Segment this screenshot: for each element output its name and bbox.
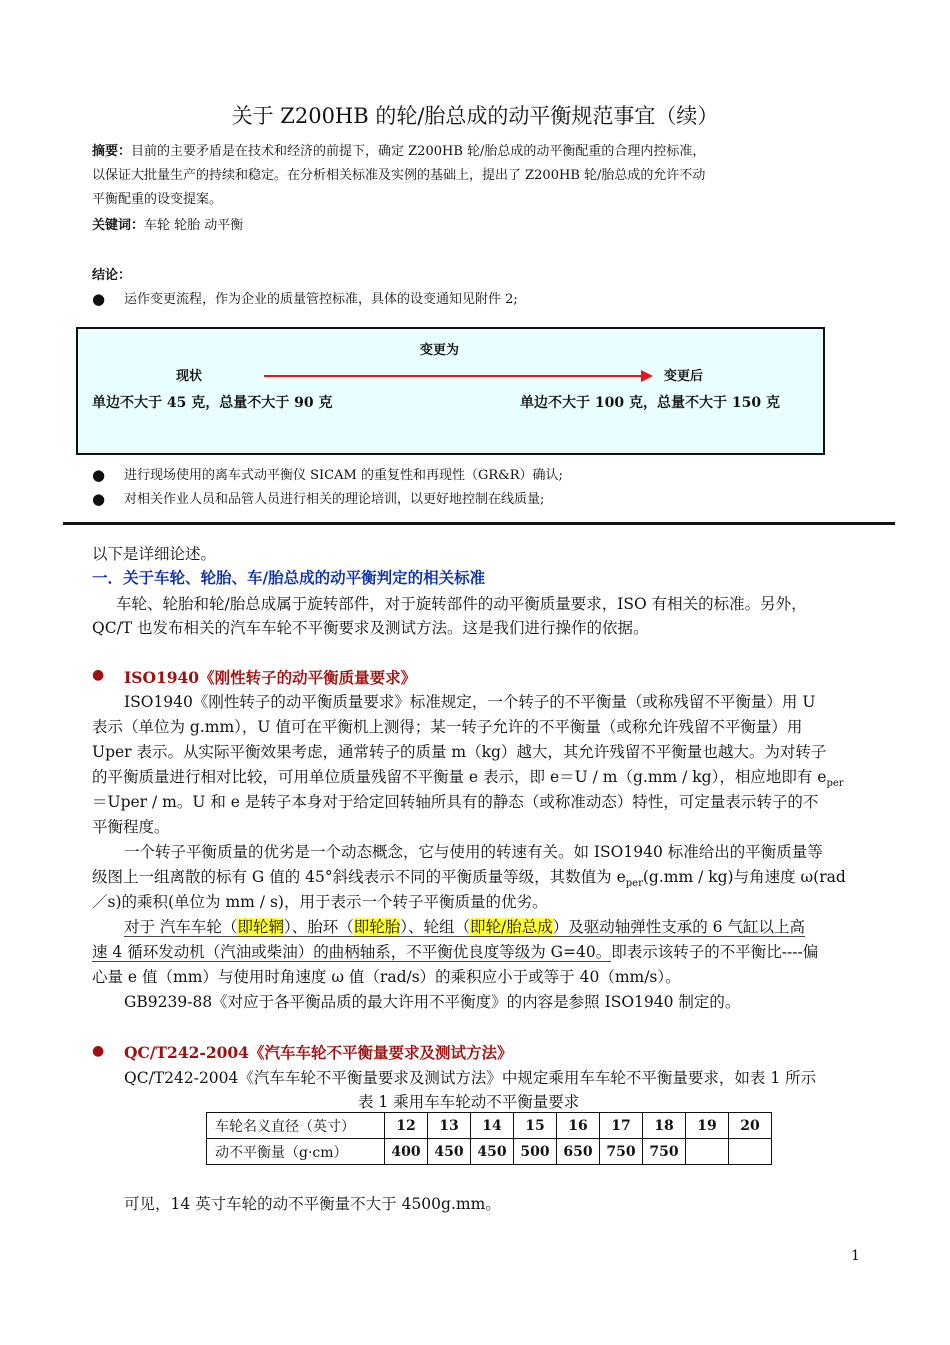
highlight-rim: 即轮辋: [237, 918, 284, 936]
table-caption: 表 1 乘用车车轮动不平衡量要求: [358, 1093, 580, 1111]
abstract-line-2: 以保证大批量生产的持续和稳定。在分析相关标准及实例的基础上，提出了 Z200HB 轮/胎总成的允许不动: [92, 168, 706, 183]
document-title: 关于 Z200HB 的轮/胎总成的动平衡规范事宜（续）: [231, 104, 719, 128]
conclusion-bullet-3: 对相关作业人员和品管人员进行相关的理论培训，以更好地控制在线质量;: [124, 492, 545, 507]
iso-line-11-b: 即表示该转子的不平衡比----偏: [611, 943, 819, 961]
iso-line-2: 表示（单位为 g.mm），U 值可在平衡机上测得；某一转子允许的不平衡量（或称允许残留不平衡量）用: [92, 718, 803, 736]
table-cell: 19: [686, 1113, 729, 1139]
iso-line-4-text: 的平衡质量进行相对比较，可用单位质量残留不平衡量 e 表示，即 e＝U / m（g.mm / kg），相应地即有 e: [92, 768, 827, 786]
iso-line-5: ＝Uper / m。U 和 e 是转子本身对于给定回转轴所具有的静态（或称准动态）特性，可定量表示转子的不: [92, 793, 819, 811]
subscript: per: [625, 878, 643, 890]
keywords-label: 关键词：: [92, 218, 145, 233]
current-label: 现状: [176, 369, 203, 384]
iso-line-8-text: 级图上一组离散的标有 G 值的 45°斜线表示不同的平衡质量等级，其数值为 e: [92, 868, 626, 886]
qct-conclusion: 可见，14 英寸车轮的动不平衡量不大于 4500g.mm。: [124, 1195, 501, 1213]
section1-p1: 车轮、轮胎和轮/胎总成属于旋转部件，对于旋转部件的动平衡质量要求，ISO 有相关的标准。另外，: [116, 595, 807, 613]
bullet-dot: ●: [92, 1043, 105, 1059]
bullet-dot: ●: [92, 290, 106, 308]
iso-line-8: [92, 865, 846, 889]
arrow-head-icon: [641, 370, 653, 382]
table-cell: 750: [643, 1139, 686, 1165]
table-header-diameter: 车轮名义直径（英寸）: [207, 1113, 385, 1139]
iso-line-7: 一个转子平衡质量的优劣是一个动态概念，它与使用的转速有关。如 ISO1940 标准给出的平衡质量等: [124, 843, 823, 861]
iso-line-3: Uper 表示。从实际平衡效果考虑，通常转子的质量 m（kg）越大，其允许残留不平衡量也越大。为对转子: [92, 743, 827, 761]
bullet-dot: ●: [92, 466, 106, 484]
abstract-label: 摘要：: [92, 144, 132, 159]
page-number: 1: [851, 1248, 860, 1264]
table-cell: 450: [471, 1139, 514, 1165]
iso-line-13: GB9239-88《对应于各平衡品质的最大许用不平衡度》的内容是参照 ISO1940 制定的。: [124, 993, 741, 1011]
current-value: 单边不大于 45 克，总量不大于 90 克: [92, 395, 333, 411]
qct-line-1: QC/T242-2004《汽车车轮不平衡量要求及测试方法》中规定乘用车车轮不平衡量要求，如表 1 所示: [124, 1069, 817, 1087]
divider-rule: [63, 522, 895, 525]
table-row: [207, 1113, 772, 1139]
conclusion-label: 结论：: [92, 268, 132, 283]
table-cell: [729, 1139, 772, 1165]
change-box-header: 变更为: [420, 343, 460, 358]
iso-line-11-a: 速 4 循环发动机（汽油或柴油）的曲柄轴系，不平衡优良度等级为 G=40。: [92, 943, 612, 961]
table-cell: 16: [557, 1113, 600, 1139]
bullet-dot: ●: [92, 667, 105, 683]
table-cell: 15: [514, 1113, 557, 1139]
after-value: 单边不大于 100 克，总量不大于 150 克: [520, 395, 780, 411]
abstract-line-1: [92, 140, 705, 164]
iso-line-11: [92, 940, 818, 962]
table-cell: 12: [385, 1113, 428, 1139]
table-cell: 17: [600, 1113, 643, 1139]
table-cell: [686, 1139, 729, 1165]
iso-heading: ISO1940《刚性转子的动平衡质量要求》: [124, 668, 417, 687]
after-label: 变更后: [664, 369, 704, 384]
iso-line-4: [92, 765, 844, 789]
iso-line-10: [124, 915, 805, 937]
conclusion-bullet-2: 进行现场使用的离车式动平衡仪 SICAM 的重复性和再现性（GR&R）确认;: [124, 468, 563, 483]
keywords-line: [92, 214, 243, 238]
table-cell: 20: [729, 1113, 772, 1139]
change-box: [76, 327, 825, 455]
table-cell: 450: [428, 1139, 471, 1165]
qct-heading: QC/T242-2004《汽车车轮不平衡量要求及测试方法》: [124, 1043, 513, 1062]
table-header-unbalance: 动不平衡量（g·cm）: [207, 1139, 385, 1165]
table-cell: 750: [600, 1139, 643, 1165]
iso-line-10-b: ）、胎环（: [283, 918, 354, 936]
section1-heading: 一．关于车轮、轮胎、车/胎总成的动平衡判定的相关标准: [92, 568, 486, 587]
iso-line-8-tail: (g.mm / kg)与角速度 ω(rad: [642, 868, 846, 886]
iso-line-10-d: ）及驱动轴弹性支承的 6 气缸以上高: [552, 918, 805, 936]
table-cell: 400: [385, 1139, 428, 1165]
table-cell: 500: [514, 1139, 557, 1165]
table-cell: 18: [643, 1113, 686, 1139]
conclusion-bullet-1: 运作变更流程，作为企业的质量管控标准，具体的设变通知见附件 2;: [124, 292, 518, 307]
change-arrow-line: [264, 375, 644, 377]
intro-text: 以下是详细论述。: [92, 545, 217, 563]
iso-line-10-a: 对于 汽车车轮（: [124, 918, 238, 936]
abstract-line-3: 平衡配重的设变提案。: [92, 192, 223, 207]
table-cell: 14: [471, 1113, 514, 1139]
table-row: [207, 1139, 772, 1165]
highlight-tire: 即轮胎: [353, 918, 401, 936]
iso-line-9: ／s)的乘积(单位为 mm / s)，用于表示一个转子平衡质量的优劣。: [92, 893, 548, 911]
subscript: per: [826, 778, 844, 790]
bullet-dot: ●: [92, 490, 106, 508]
iso-line-1: ISO1940《刚性转子的动平衡质量要求》标准规定，一个转子的不平衡量（或称残留不平衡量）用 U: [124, 693, 816, 711]
unbalance-table: [206, 1112, 772, 1165]
highlight-assembly: 即轮/胎总成: [470, 918, 553, 936]
keywords-text: 车轮 轮胎 动平衡: [144, 218, 244, 233]
iso-line-6: 平衡程度。: [92, 818, 170, 836]
table-cell: 13: [428, 1113, 471, 1139]
section1-p2: QC/T 也发布相关的汽车车轮不平衡要求及测试方法。这是我们进行操作的依据。: [92, 619, 649, 637]
table-cell: 650: [557, 1139, 600, 1165]
iso-line-12: 心量 e 值（mm）与使用时角速度 ω 值（rad/s）的乘积应小于或等于 40（mm/s）。: [92, 968, 681, 986]
iso-line-10-c: ）、轮组（: [400, 918, 470, 936]
abstract-text: 目前的主要矛盾是在技术和经济的前提下，确定 Z200HB 轮/胎总成的动平衡配重的合理内控标准，: [131, 144, 706, 159]
